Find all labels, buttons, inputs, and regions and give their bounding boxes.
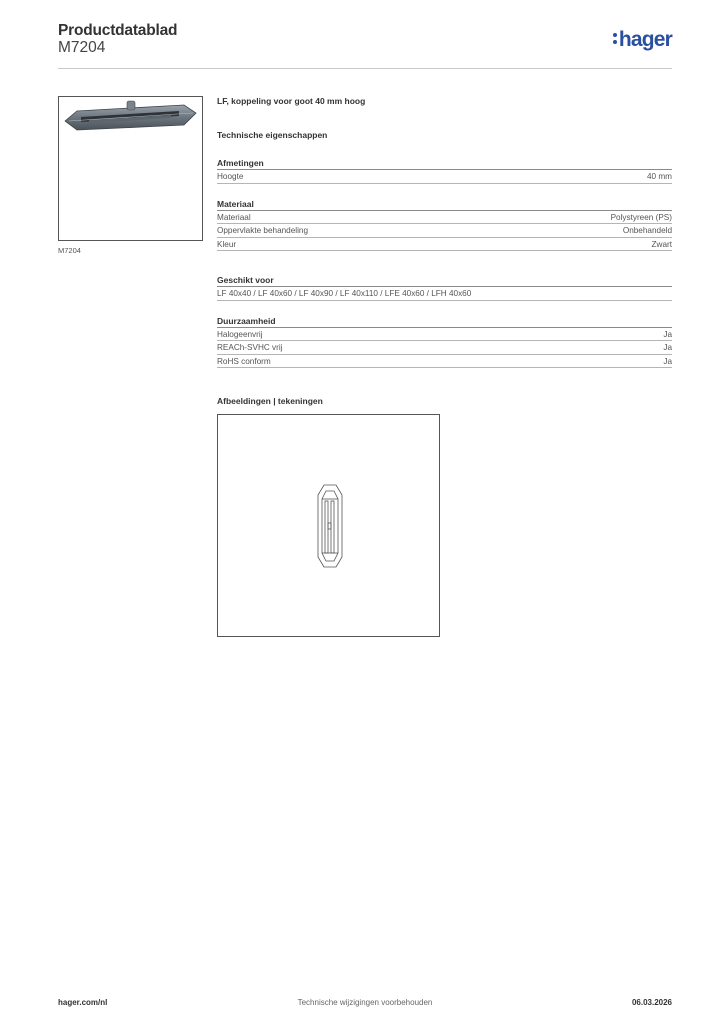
page-footer xyxy=(58,996,672,1010)
spec-value: Zwart xyxy=(651,239,672,249)
spec-value: Onbehandeld xyxy=(622,226,672,235)
logo-colon-icon xyxy=(613,31,618,45)
logo-text: hager xyxy=(618,28,672,51)
spec-row xyxy=(217,287,672,301)
disclaimer-text: Technische wijzigingen voorbehouden xyxy=(297,998,433,1007)
spec-label: Kleur xyxy=(217,239,237,249)
section-title: Duurzaamheid xyxy=(217,316,672,328)
product-code: M7204 xyxy=(58,39,106,56)
document-title: Productdatablad xyxy=(58,22,178,39)
spec-label: LF 40x40 / LF 40x60 / LF 40x90 / LF 40x110 / LFE 40x60 / LFH 40x60 xyxy=(217,289,472,298)
spec-label: Halogeenvrij xyxy=(217,329,263,339)
spec-label: Materiaal xyxy=(217,212,251,222)
spec-row xyxy=(217,211,672,225)
hager-logo xyxy=(613,28,672,52)
photo-caption: M7204 xyxy=(58,246,81,255)
spec-row xyxy=(217,341,672,355)
product-description: LF, koppeling voor goot 40 mm hoog xyxy=(217,96,366,106)
spec-value: Ja xyxy=(663,356,672,366)
website-link[interactable]: hager.com/nl xyxy=(58,998,108,1007)
spec-value: Ja xyxy=(663,343,672,352)
section-duurzaamheid xyxy=(217,316,672,369)
spec-row xyxy=(217,238,672,252)
technical-properties-heading: Technische eigenschappen xyxy=(217,130,328,140)
coupling-drawing-image xyxy=(218,415,439,636)
technical-drawing xyxy=(217,414,440,637)
document-date: 06.03.2026 xyxy=(631,998,672,1007)
specifications xyxy=(217,96,672,368)
spec-row xyxy=(217,224,672,238)
drawings-heading: Afbeeldingen | tekeningen xyxy=(217,396,323,406)
spec-label: Hoogte xyxy=(217,172,244,181)
spec-value: Ja xyxy=(663,329,672,339)
spec-label: RoHS conform xyxy=(217,356,271,366)
spec-row xyxy=(217,170,672,184)
product-photo xyxy=(58,96,203,241)
section-title: Materiaal xyxy=(217,199,672,211)
page-header xyxy=(58,22,672,69)
section-title: Geschikt voor xyxy=(217,275,672,287)
section-title: Afmetingen xyxy=(217,158,672,170)
section-afmetingen xyxy=(217,158,672,184)
coupling-photo-image xyxy=(59,97,202,240)
spec-row xyxy=(217,328,672,342)
section-geschikt-voor xyxy=(217,275,672,301)
section-materiaal xyxy=(217,199,672,252)
spec-label: REACh-SVHC vrij xyxy=(217,343,283,352)
spec-value: 40 mm xyxy=(646,172,672,181)
spec-value: Polystyreen (PS) xyxy=(610,212,672,222)
spec-row xyxy=(217,355,672,369)
spec-label: Oppervlakte behandeling xyxy=(217,226,309,235)
